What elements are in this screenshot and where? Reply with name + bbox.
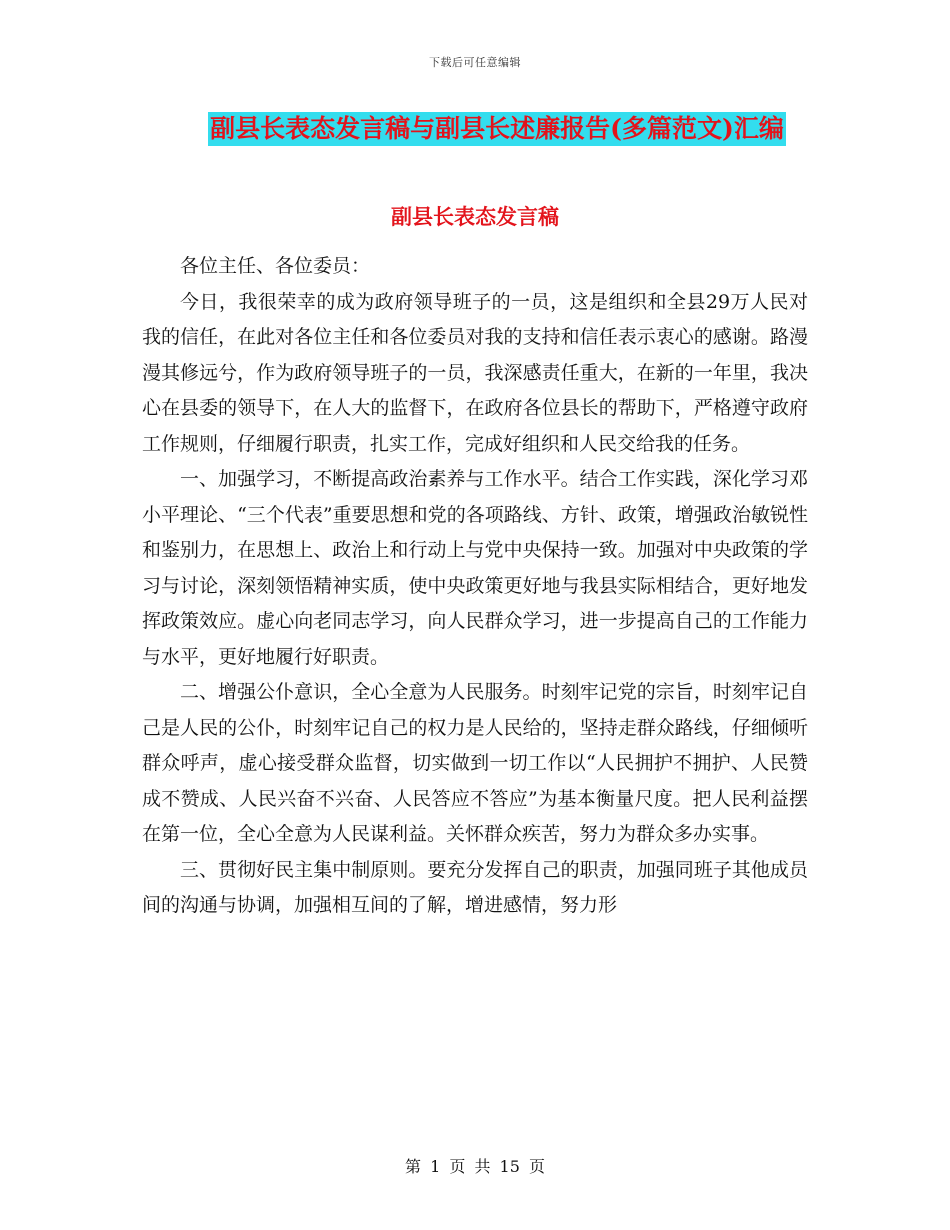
document-body [142,249,808,924]
document-title: 副县长表态发言稿与副县长述廉报告(多篇范文)汇编 [208,112,786,146]
document-title-container [0,112,950,146]
section-title: 副县长表态发言稿 [391,204,559,229]
paragraph-intro: 今日，我很荣幸的成为政府领导班子的一员，这是组织和全县29万人民对我的信任，在此对各位主任和各位委员对我的支持和信任表示衷心的感谢。路漫漫其修远兮，作为政府领导班子的一员，我深感责任重大，在新的一年里，我决心在县委的领导下，在人大的监督下，在政府各位县长的帮助下，严格遵守政府工作规则，仔细履行职责，扎实工作，完成好组织和人民交给我的任务。 [142,290,808,455]
page-header-note: 下载后可任意编辑 [429,56,521,69]
paragraph-point-3: 三、贯彻好民主集中制原则。要充分发挥自己的职责，加强同班子其他成员间的沟通与协调，加强相互间的了解，增进感情，努力形 [142,858,808,916]
salutation: 各位主任、各位委员： [180,255,371,277]
page-number: 第 1 页 共 15 页 [405,1157,545,1176]
paragraph-point-2: 二、增强公仆意识，全心全意为人民服务。时刻牢记党的宗旨，时刻牢记自己是人民的公仆，时刻牢记自己的权力是人民给的，坚持走群众路线，仔细倾听群众呼声，虚心接受群众监督，切实做到一切工作以“人民拥护不拥护、人民赞成不赞成、人民兴奋不兴奋、人民答应不答应”为基本衡量尺度。把人民利益摆在第一位，全心全意为人民谋利益。关怀群众疾苦，努力为群众多办实事。 [142,681,808,845]
paragraph-point-1: 一、加强学习，不断提高政治素养与工作水平。结合工作实践，深化学习邓小平理论、“三个代表”重要思想和党的各项路线、方针、政策，增强政治敏锐性和鉴别力，在思想上、政治上和行动上与党中央保持一致。加强对中央政策的学习与讨论，深刻领悟精神实质，使中央政策更好地与我县实际相结合，更好地发挥政策效应。虚心向老同志学习，向人民群众学习，进一步提高自己的工作能力与水平，更好地履行好职责。 [142,468,808,668]
